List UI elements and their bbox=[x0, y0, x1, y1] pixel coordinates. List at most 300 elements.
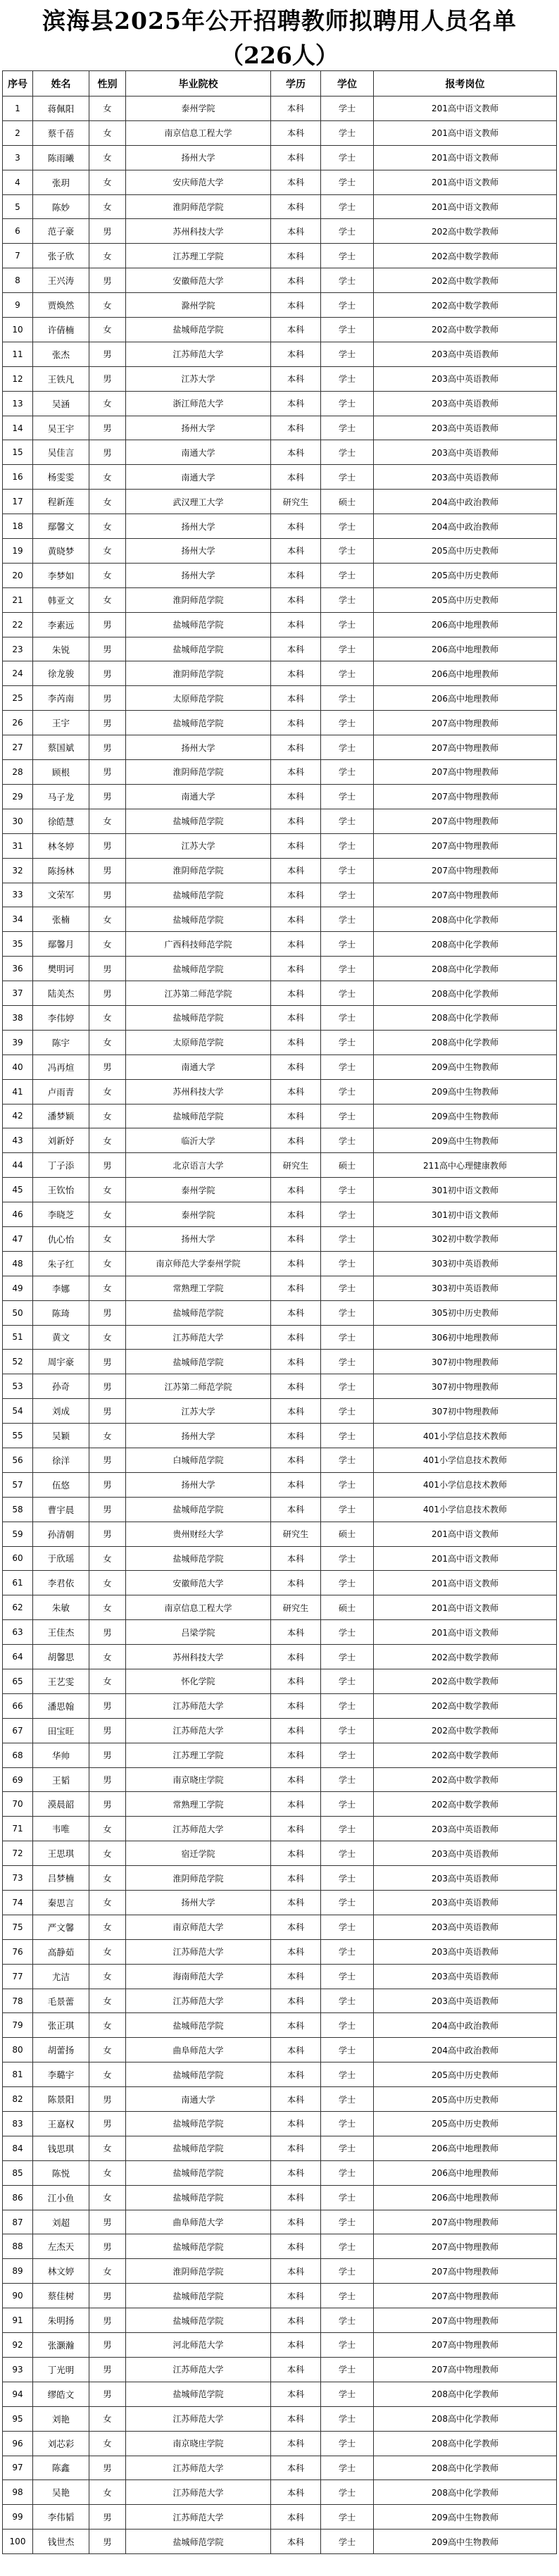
education-cell: 本科 bbox=[271, 293, 321, 318]
table-row bbox=[3, 1693, 557, 1718]
education-cell: 本科 bbox=[271, 1915, 321, 1939]
education-cell: 本科 bbox=[271, 2333, 321, 2358]
post-cell: 207高中物理教师 bbox=[374, 2234, 557, 2259]
degree-cell: 学士 bbox=[321, 1743, 374, 1767]
education-cell: 本科 bbox=[271, 2210, 321, 2234]
name-cell: 蔡佳树 bbox=[33, 2284, 89, 2308]
gender-cell: 女 bbox=[89, 1571, 126, 1595]
table-row bbox=[3, 539, 557, 564]
degree-cell: 学士 bbox=[321, 1571, 374, 1595]
gender-cell: 女 bbox=[89, 1276, 126, 1300]
table-row bbox=[3, 1399, 557, 1424]
post-cell: 209高中生物教师 bbox=[374, 2505, 557, 2530]
index-cell: 88 bbox=[3, 2234, 33, 2259]
gender-cell: 男 bbox=[89, 1153, 126, 1178]
degree-cell: 学士 bbox=[321, 342, 374, 366]
post-cell: 205高中历史教师 bbox=[374, 2112, 557, 2136]
index-cell: 48 bbox=[3, 1251, 33, 1276]
education-cell: 本科 bbox=[271, 2062, 321, 2087]
education-cell: 本科 bbox=[271, 735, 321, 760]
gender-cell: 女 bbox=[89, 1595, 126, 1620]
name-cell: 徐洋 bbox=[33, 1448, 89, 1472]
index-cell: 74 bbox=[3, 1891, 33, 1915]
degree-cell: 学士 bbox=[321, 1300, 374, 1325]
education-cell: 本科 bbox=[271, 1767, 321, 1792]
education-cell: 本科 bbox=[271, 2038, 321, 2062]
degree-cell: 学士 bbox=[321, 1226, 374, 1251]
school-cell: 浙江师范大学 bbox=[126, 391, 271, 416]
index-cell: 55 bbox=[3, 1424, 33, 1448]
gender-cell: 女 bbox=[89, 1325, 126, 1350]
gender-cell: 男 bbox=[89, 760, 126, 785]
name-cell: 吴王宇 bbox=[33, 416, 89, 440]
gender-cell: 男 bbox=[89, 1054, 126, 1079]
education-cell: 本科 bbox=[271, 539, 321, 564]
table-row bbox=[3, 268, 557, 293]
gender-cell: 男 bbox=[89, 2112, 126, 2136]
post-cell: 209高中生物教师 bbox=[374, 1054, 557, 1079]
table-row bbox=[3, 2431, 557, 2456]
name-cell: 王钦怡 bbox=[33, 1178, 89, 1202]
table-row bbox=[3, 1939, 557, 1964]
gender-cell: 女 bbox=[89, 932, 126, 957]
education-cell: 本科 bbox=[271, 833, 321, 858]
education-cell: 本科 bbox=[271, 1841, 321, 1866]
index-cell: 24 bbox=[3, 661, 33, 686]
name-cell: 王艺雯 bbox=[33, 1669, 89, 1694]
index-cell: 98 bbox=[3, 2480, 33, 2505]
degree-cell: 硕士 bbox=[321, 1522, 374, 1546]
index-cell: 23 bbox=[3, 637, 33, 661]
post-cell: 207高中物理教师 bbox=[374, 883, 557, 907]
table-row bbox=[3, 883, 557, 907]
education-cell: 本科 bbox=[271, 1546, 321, 1571]
table-row bbox=[3, 293, 557, 318]
degree-cell: 学士 bbox=[321, 1079, 374, 1104]
gender-cell: 男 bbox=[89, 2456, 126, 2480]
name-cell: 吴艳 bbox=[33, 2480, 89, 2505]
index-cell: 69 bbox=[3, 1767, 33, 1792]
index-cell: 53 bbox=[3, 1374, 33, 1399]
gender-cell: 男 bbox=[89, 1620, 126, 1645]
school-cell: 扬州大学 bbox=[126, 539, 271, 564]
post-cell: 204高中政治教师 bbox=[374, 514, 557, 539]
index-cell: 44 bbox=[3, 1153, 33, 1178]
gender-cell: 女 bbox=[89, 318, 126, 342]
index-cell: 76 bbox=[3, 1939, 33, 1964]
education-cell: 本科 bbox=[271, 465, 321, 490]
gender-cell: 男 bbox=[89, 1350, 126, 1374]
gender-cell: 女 bbox=[89, 587, 126, 612]
education-cell: 本科 bbox=[271, 1472, 321, 1497]
school-cell: 淮阴师范学院 bbox=[126, 661, 271, 686]
post-cell: 204高中政治教师 bbox=[374, 490, 557, 514]
education-cell: 本科 bbox=[271, 2456, 321, 2480]
degree-cell: 学士 bbox=[321, 1915, 374, 1939]
post-cell: 208高中化学教师 bbox=[374, 1005, 557, 1030]
table-row bbox=[3, 219, 557, 244]
index-cell: 6 bbox=[3, 219, 33, 244]
education-cell: 本科 bbox=[271, 1300, 321, 1325]
post-cell: 207高中物理教师 bbox=[374, 735, 557, 760]
table-row bbox=[3, 1325, 557, 1350]
school-cell: 江苏师范大学 bbox=[126, 2505, 271, 2530]
name-cell: 文荣军 bbox=[33, 883, 89, 907]
post-cell: 209高中生物教师 bbox=[374, 1079, 557, 1104]
school-cell: 南通大学 bbox=[126, 2087, 271, 2112]
degree-cell: 学士 bbox=[321, 1325, 374, 1350]
index-cell: 64 bbox=[3, 1645, 33, 1669]
gender-cell: 男 bbox=[89, 1300, 126, 1325]
degree-cell: 学士 bbox=[321, 2530, 374, 2554]
post-cell: 301初中语文教师 bbox=[374, 1178, 557, 1202]
gender-cell: 男 bbox=[89, 1497, 126, 1522]
index-cell: 38 bbox=[3, 1005, 33, 1030]
table-row bbox=[3, 686, 557, 711]
post-cell: 207高中物理教师 bbox=[374, 809, 557, 833]
school-cell: 扬州大学 bbox=[126, 145, 271, 170]
table-row bbox=[3, 661, 557, 686]
gender-cell: 女 bbox=[89, 1005, 126, 1030]
index-cell: 14 bbox=[3, 416, 33, 440]
index-cell: 33 bbox=[3, 883, 33, 907]
degree-cell: 学士 bbox=[321, 1693, 374, 1718]
school-cell: 白城师范学院 bbox=[126, 1448, 271, 1472]
table-row bbox=[3, 194, 557, 219]
gender-cell: 女 bbox=[89, 490, 126, 514]
name-cell: 尤洁 bbox=[33, 1964, 89, 1989]
name-cell: 刘新妤 bbox=[33, 1128, 89, 1153]
degree-cell: 学士 bbox=[321, 2308, 374, 2333]
name-cell: 冯再煊 bbox=[33, 1054, 89, 1079]
degree-cell: 学士 bbox=[321, 735, 374, 760]
name-cell: 仇心怡 bbox=[33, 1226, 89, 1251]
name-cell: 张正琪 bbox=[33, 2013, 89, 2038]
name-cell: 刘芯彩 bbox=[33, 2431, 89, 2456]
school-cell: 盐城师范学院 bbox=[126, 2160, 271, 2185]
school-cell: 扬州大学 bbox=[126, 514, 271, 539]
education-cell: 本科 bbox=[271, 1325, 321, 1350]
table-row bbox=[3, 1226, 557, 1251]
degree-cell: 学士 bbox=[321, 2234, 374, 2259]
index-cell: 9 bbox=[3, 293, 33, 318]
page-subtitle: （226人） bbox=[220, 42, 339, 69]
degree-cell: 学士 bbox=[321, 145, 374, 170]
name-cell: 华帅 bbox=[33, 1743, 89, 1767]
school-cell: 苏州科技大学 bbox=[126, 1079, 271, 1104]
degree-cell: 学士 bbox=[321, 932, 374, 957]
index-cell: 5 bbox=[3, 194, 33, 219]
post-cell: 401小学信息技术教师 bbox=[374, 1472, 557, 1497]
name-cell: 蔡国斌 bbox=[33, 735, 89, 760]
post-cell: 401小学信息技术教师 bbox=[374, 1497, 557, 1522]
post-cell: 205高中历史教师 bbox=[374, 2087, 557, 2112]
school-cell: 南京晓庄学院 bbox=[126, 1767, 271, 1792]
school-cell: 江苏大学 bbox=[126, 1399, 271, 1424]
education-cell: 本科 bbox=[271, 97, 321, 121]
table-row bbox=[3, 2136, 557, 2160]
table-row bbox=[3, 416, 557, 440]
school-cell: 盐城师范学院 bbox=[126, 2062, 271, 2087]
degree-cell: 学士 bbox=[321, 2013, 374, 2038]
post-cell: 203高中英语教师 bbox=[374, 465, 557, 490]
gender-cell: 女 bbox=[89, 1841, 126, 1866]
post-cell: 207高中物理教师 bbox=[374, 2308, 557, 2333]
name-cell: 刘成 bbox=[33, 1399, 89, 1424]
post-cell: 203高中英语教师 bbox=[374, 1891, 557, 1915]
gender-cell: 男 bbox=[89, 416, 126, 440]
degree-cell: 学士 bbox=[321, 1620, 374, 1645]
index-cell: 4 bbox=[3, 170, 33, 194]
degree-cell: 学士 bbox=[321, 2259, 374, 2284]
gender-cell: 男 bbox=[89, 711, 126, 735]
school-cell: 盐城师范学院 bbox=[126, 2234, 271, 2259]
name-cell: 马子龙 bbox=[33, 784, 89, 809]
degree-cell: 学士 bbox=[321, 2480, 374, 2505]
post-cell: 401小学信息技术教师 bbox=[374, 1424, 557, 1448]
school-cell: 盐城师范学院 bbox=[126, 1497, 271, 1522]
index-cell: 82 bbox=[3, 2087, 33, 2112]
gender-cell: 男 bbox=[89, 2087, 126, 2112]
education-cell: 本科 bbox=[271, 1374, 321, 1399]
education-cell: 本科 bbox=[271, 194, 321, 219]
table-row bbox=[3, 1079, 557, 1104]
name-cell: 高静茹 bbox=[33, 1939, 89, 1964]
degree-cell: 学士 bbox=[321, 1350, 374, 1374]
degree-cell: 学士 bbox=[321, 686, 374, 711]
post-cell: 206高中地理教师 bbox=[374, 2136, 557, 2160]
table-row bbox=[3, 2456, 557, 2480]
table-row bbox=[3, 1300, 557, 1325]
name-cell: 伍悠 bbox=[33, 1472, 89, 1497]
gender-cell: 女 bbox=[89, 809, 126, 833]
school-cell: 武汉理工大学 bbox=[126, 490, 271, 514]
table-row bbox=[3, 809, 557, 833]
school-cell: 江苏理工学院 bbox=[126, 244, 271, 268]
gender-cell: 男 bbox=[89, 268, 126, 293]
education-cell: 本科 bbox=[271, 1005, 321, 1030]
school-cell: 海南师范大学 bbox=[126, 1964, 271, 1989]
school-cell: 南京信息工程大学 bbox=[126, 120, 271, 145]
gender-cell: 女 bbox=[89, 514, 126, 539]
school-cell: 广西科技师范学院 bbox=[126, 932, 271, 957]
col-header-name: 姓名 bbox=[33, 71, 89, 97]
gender-cell: 女 bbox=[89, 2038, 126, 2062]
degree-cell: 学士 bbox=[321, 1891, 374, 1915]
education-cell: 本科 bbox=[271, 1964, 321, 1989]
post-cell: 203高中英语教师 bbox=[374, 1989, 557, 2013]
index-cell: 77 bbox=[3, 1964, 33, 1989]
index-cell: 7 bbox=[3, 244, 33, 268]
education-cell: 本科 bbox=[271, 1571, 321, 1595]
name-cell: 李娜 bbox=[33, 1276, 89, 1300]
index-cell: 29 bbox=[3, 784, 33, 809]
index-cell: 51 bbox=[3, 1325, 33, 1350]
degree-cell: 学士 bbox=[321, 711, 374, 735]
index-cell: 43 bbox=[3, 1128, 33, 1153]
name-cell: 张楠 bbox=[33, 907, 89, 932]
school-cell: 贵州财经大学 bbox=[126, 1522, 271, 1546]
table-body bbox=[3, 97, 557, 2554]
degree-cell: 学士 bbox=[321, 1005, 374, 1030]
table-row bbox=[3, 1424, 557, 1448]
degree-cell: 学士 bbox=[321, 2431, 374, 2456]
gender-cell: 女 bbox=[89, 2431, 126, 2456]
education-cell: 研究生 bbox=[271, 490, 321, 514]
school-cell: 泰州学院 bbox=[126, 1202, 271, 1227]
degree-cell: 学士 bbox=[321, 612, 374, 637]
school-cell: 扬州大学 bbox=[126, 735, 271, 760]
school-cell: 河北师范大学 bbox=[126, 2333, 271, 2358]
education-cell: 本科 bbox=[271, 1669, 321, 1694]
table-row bbox=[3, 711, 557, 735]
education-cell: 本科 bbox=[271, 2112, 321, 2136]
education-cell: 本科 bbox=[271, 219, 321, 244]
degree-cell: 学士 bbox=[321, 244, 374, 268]
degree-cell: 学士 bbox=[321, 514, 374, 539]
name-cell: 蔡千蓓 bbox=[33, 120, 89, 145]
name-cell: 陈妙 bbox=[33, 194, 89, 219]
education-cell: 本科 bbox=[271, 1399, 321, 1424]
table-row bbox=[3, 2530, 557, 2554]
gender-cell: 女 bbox=[89, 2480, 126, 2505]
gender-cell: 女 bbox=[89, 1915, 126, 1939]
degree-cell: 学士 bbox=[321, 2406, 374, 2431]
table-row bbox=[3, 587, 557, 612]
gender-cell: 女 bbox=[89, 1079, 126, 1104]
name-cell: 江小鱼 bbox=[33, 2185, 89, 2210]
index-cell: 94 bbox=[3, 2382, 33, 2406]
education-cell: 本科 bbox=[271, 1226, 321, 1251]
gender-cell: 男 bbox=[89, 342, 126, 366]
degree-cell: 学士 bbox=[321, 1645, 374, 1669]
degree-cell: 学士 bbox=[321, 1841, 374, 1866]
degree-cell: 学士 bbox=[321, 2333, 374, 2358]
name-cell: 林文婷 bbox=[33, 2259, 89, 2284]
index-cell: 81 bbox=[3, 2062, 33, 2087]
degree-cell: 学士 bbox=[321, 1817, 374, 1841]
degree-cell: 学士 bbox=[321, 440, 374, 465]
post-cell: 208高中化学教师 bbox=[374, 907, 557, 932]
name-cell: 李璐宇 bbox=[33, 2062, 89, 2087]
degree-cell: 学士 bbox=[321, 465, 374, 490]
post-cell: 205高中历史教师 bbox=[374, 563, 557, 587]
gender-cell: 女 bbox=[89, 2160, 126, 2185]
gender-cell: 男 bbox=[89, 1472, 126, 1497]
index-cell: 100 bbox=[3, 2530, 33, 2554]
name-cell: 张杰 bbox=[33, 342, 89, 366]
degree-cell: 学士 bbox=[321, 2112, 374, 2136]
table-row bbox=[3, 2210, 557, 2234]
degree-cell: 学士 bbox=[321, 1939, 374, 1964]
name-cell: 鄢馨文 bbox=[33, 514, 89, 539]
post-cell: 202高中数学教师 bbox=[374, 293, 557, 318]
school-cell: 淮阴师范学院 bbox=[126, 194, 271, 219]
post-cell: 208高中化学教师 bbox=[374, 981, 557, 1006]
gender-cell: 女 bbox=[89, 2013, 126, 2038]
table-row bbox=[3, 1866, 557, 1891]
index-cell: 70 bbox=[3, 1792, 33, 1817]
name-cell: 陈鑫 bbox=[33, 2456, 89, 2480]
degree-cell: 学士 bbox=[321, 809, 374, 833]
education-cell: 本科 bbox=[271, 981, 321, 1006]
degree-cell: 学士 bbox=[321, 293, 374, 318]
degree-cell: 学士 bbox=[321, 1374, 374, 1399]
education-cell: 本科 bbox=[271, 1424, 321, 1448]
table-row bbox=[3, 2382, 557, 2406]
table-row bbox=[3, 120, 557, 145]
name-cell: 胡蕾扬 bbox=[33, 2038, 89, 2062]
table-row bbox=[3, 957, 557, 981]
post-cell: 201高中语文教师 bbox=[374, 120, 557, 145]
degree-cell: 学士 bbox=[321, 1472, 374, 1497]
index-cell: 52 bbox=[3, 1350, 33, 1374]
index-cell: 13 bbox=[3, 391, 33, 416]
index-cell: 17 bbox=[3, 490, 33, 514]
degree-cell: 学士 bbox=[321, 2210, 374, 2234]
gender-cell: 女 bbox=[89, 1104, 126, 1128]
degree-cell: 学士 bbox=[321, 268, 374, 293]
gender-cell: 男 bbox=[89, 2308, 126, 2333]
education-cell: 本科 bbox=[271, 145, 321, 170]
school-cell: 盐城师范学院 bbox=[126, 1104, 271, 1128]
gender-cell: 男 bbox=[89, 2284, 126, 2308]
school-cell: 江苏师范大学 bbox=[126, 2480, 271, 2505]
education-cell: 本科 bbox=[271, 612, 321, 637]
school-cell: 盐城师范学院 bbox=[126, 612, 271, 637]
school-cell: 江苏师范大学 bbox=[126, 1718, 271, 1743]
gender-cell: 男 bbox=[89, 2333, 126, 2358]
table-row bbox=[3, 833, 557, 858]
col-header-gender: 性别 bbox=[89, 71, 126, 97]
index-cell: 35 bbox=[3, 932, 33, 957]
post-cell: 201高中语文教师 bbox=[374, 1546, 557, 1571]
education-cell: 本科 bbox=[271, 1178, 321, 1202]
education-cell: 本科 bbox=[271, 883, 321, 907]
table-row bbox=[3, 1595, 557, 1620]
school-cell: 淮阴师范学院 bbox=[126, 1866, 271, 1891]
post-cell: 207高中物理教师 bbox=[374, 711, 557, 735]
degree-cell: 学士 bbox=[321, 1497, 374, 1522]
table-row bbox=[3, 2333, 557, 2358]
gender-cell: 男 bbox=[89, 784, 126, 809]
school-cell: 滁州学院 bbox=[126, 293, 271, 318]
index-cell: 78 bbox=[3, 1989, 33, 2013]
education-cell: 本科 bbox=[271, 784, 321, 809]
education-cell: 本科 bbox=[271, 1128, 321, 1153]
post-cell: 307初中物理教师 bbox=[374, 1374, 557, 1399]
school-cell: 江苏第二师范学院 bbox=[126, 981, 271, 1006]
index-cell: 42 bbox=[3, 1104, 33, 1128]
gender-cell: 男 bbox=[89, 2382, 126, 2406]
education-cell: 研究生 bbox=[271, 1595, 321, 1620]
table-row bbox=[3, 2406, 557, 2431]
name-cell: 王佳杰 bbox=[33, 1620, 89, 1645]
post-cell: 208高中化学教师 bbox=[374, 2480, 557, 2505]
table-row bbox=[3, 932, 557, 957]
table-row bbox=[3, 1178, 557, 1202]
post-cell: 208高中化学教师 bbox=[374, 2456, 557, 2480]
name-cell: 蒋佩阳 bbox=[33, 97, 89, 121]
education-cell: 本科 bbox=[271, 1030, 321, 1054]
index-cell: 99 bbox=[3, 2505, 33, 2530]
degree-cell: 学士 bbox=[321, 1128, 374, 1153]
post-cell: 208高中化学教师 bbox=[374, 2382, 557, 2406]
post-cell: 203高中英语教师 bbox=[374, 366, 557, 391]
table-row bbox=[3, 2505, 557, 2530]
education-cell: 本科 bbox=[271, 1989, 321, 2013]
post-cell: 207高中物理教师 bbox=[374, 760, 557, 785]
